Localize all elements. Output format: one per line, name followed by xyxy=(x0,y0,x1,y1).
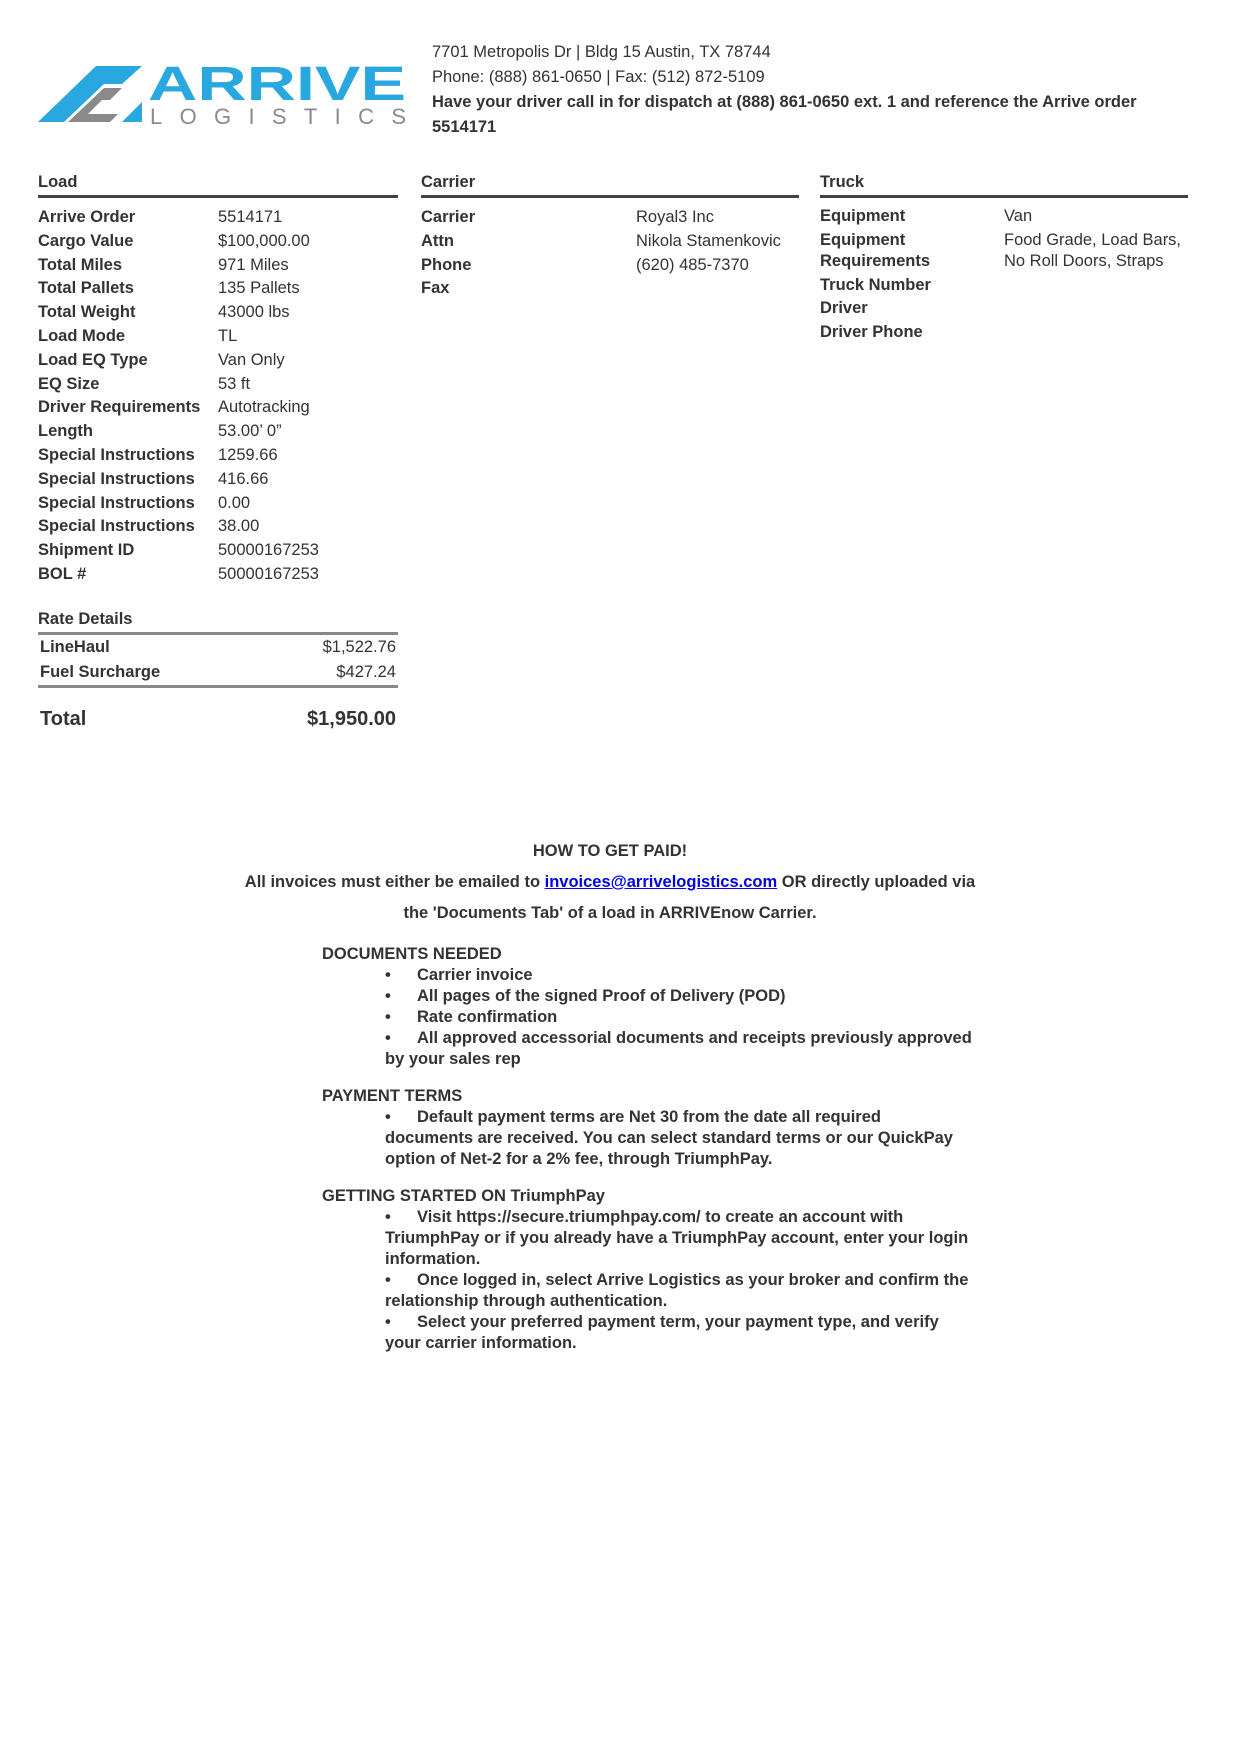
paid-title: HOW TO GET PAID! xyxy=(532,842,688,860)
field-value: Van xyxy=(1004,207,1033,225)
field-value: 38.00 xyxy=(218,517,260,536)
carrier-rows-row xyxy=(421,206,799,230)
field-value: Autotracking xyxy=(218,398,310,417)
carrier-rows-row xyxy=(421,254,799,278)
rate-rows-row xyxy=(38,660,398,685)
field-label: Equipment xyxy=(820,207,906,225)
how-to-get-paid xyxy=(240,836,980,929)
carrier-rows-row xyxy=(421,230,799,254)
load-rows-row xyxy=(38,468,398,492)
paid-line2: the 'Documents Tab' of a load in ARRIVEnow Carrier. xyxy=(403,904,817,922)
field-label: Cargo Value xyxy=(38,231,134,250)
rate-rows-row xyxy=(38,635,398,660)
list-item xyxy=(385,1312,972,1354)
rate-title: Rate Details xyxy=(38,610,398,635)
field-value: 971 Miles xyxy=(218,255,289,274)
load-rows-row xyxy=(38,301,398,325)
field-label: Special Instructions xyxy=(38,517,195,536)
field-value: 5514171 xyxy=(218,208,283,226)
logo-text: ARRIVE xyxy=(148,64,406,111)
field-label: Driver Phone xyxy=(820,323,923,342)
payment-list xyxy=(322,1107,972,1170)
documents-list xyxy=(322,965,972,1070)
field-label: Load Mode xyxy=(38,326,126,345)
list-item xyxy=(385,1107,972,1170)
field-value xyxy=(1004,322,1188,343)
field-label: Total Weight xyxy=(38,303,136,322)
dispatch-note: Have your driver call in for dispatch at (888) 861-0650 ext. 1 and reference the Arrive order 5514171 xyxy=(432,93,1137,136)
header-info xyxy=(432,40,1172,140)
field-label: Fax xyxy=(421,279,450,298)
field-label: LineHaul xyxy=(40,638,110,656)
field-label: Length xyxy=(38,422,93,441)
field-label: EQ Size xyxy=(38,374,100,393)
invoices-email-link[interactable]: invoices@arrivelogistics.com xyxy=(544,873,778,891)
field-label: Driver Requirements xyxy=(38,398,201,417)
field-label: Total Pallets xyxy=(38,279,134,298)
load-rows-row xyxy=(38,515,398,539)
logo-subtext: LOGISTICS xyxy=(150,104,406,129)
list-item xyxy=(385,1207,972,1270)
total-label: Total xyxy=(40,708,87,730)
load-rows-row xyxy=(38,420,398,444)
field-value: Van Only xyxy=(218,350,285,369)
truck-section xyxy=(820,173,1188,346)
field-label: Special Instructions xyxy=(38,493,195,512)
load-rows-row xyxy=(38,349,398,373)
truck-rows-row xyxy=(820,298,1188,319)
load-rows-row xyxy=(38,277,398,301)
field-value: 135 Pallets xyxy=(218,279,300,298)
payment-head: PAYMENT TERMS xyxy=(322,1087,463,1105)
field-value: 53 ft xyxy=(218,374,251,393)
field-label: Load EQ Type xyxy=(38,350,148,369)
field-label: Equipment Requirements xyxy=(820,230,931,270)
arrive-logistics-logo xyxy=(38,64,408,136)
field-label: Attn xyxy=(421,231,454,250)
field-value: 50000167253 xyxy=(218,541,319,560)
company-address: 7701 Metropolis Dr | Bldg 15 Austin, TX 78744 xyxy=(432,43,771,61)
field-label: BOL # xyxy=(38,564,87,583)
documents-head: DOCUMENTS NEEDED xyxy=(322,945,502,963)
field-label: Arrive Order xyxy=(38,208,136,226)
field-label: Fuel Surcharge xyxy=(40,662,161,681)
triumph-list xyxy=(322,1207,972,1354)
paid-line1-pre: All invoices must either be emailed to xyxy=(244,873,545,891)
field-value xyxy=(1004,298,1188,319)
list-item xyxy=(385,1028,972,1070)
field-value: $427.24 xyxy=(336,662,396,681)
documents-needed xyxy=(322,944,972,1070)
list-item-text: All approved accessorial documents and receipts previously approved by your sales rep xyxy=(385,1029,972,1068)
load-rows-row xyxy=(38,206,398,230)
field-label: Total Miles xyxy=(38,255,123,274)
list-item-text: Select your preferred payment term, your payment type, and verify your carrier information. xyxy=(385,1313,939,1352)
load-rows-row xyxy=(38,492,398,516)
total-row xyxy=(38,708,398,731)
field-label: Carrier xyxy=(421,208,476,226)
load-rows-row xyxy=(38,444,398,468)
truck-rows-row xyxy=(820,322,1188,343)
field-label: Phone xyxy=(421,255,472,274)
list-item-text: Visit https://secure.triumphpay.com/ to create an account with TriumphPay or if you already have a TriumphPay account, enter your login information. xyxy=(385,1208,969,1268)
triumphpay-start xyxy=(322,1186,972,1354)
field-value: TL xyxy=(218,326,238,345)
field-value: 1259.66 xyxy=(218,445,278,464)
load-section xyxy=(38,173,398,587)
load-rows-row xyxy=(38,254,398,278)
field-value: 50000167253 xyxy=(218,564,319,583)
field-value: (620) 485-7370 xyxy=(636,255,749,274)
bullet-icon: • xyxy=(385,966,391,984)
field-value: 43000 lbs xyxy=(218,303,290,322)
list-item-text: Default payment terms are Net 30 from the date all required documents are received. You can select standard terms or our QuickPay option of Net-2 for a 2% fee, through TriumphPay. xyxy=(385,1108,953,1168)
company-phone-fax: Phone: (888) 861-0650 | Fax: (512) 872-5109 xyxy=(432,68,765,86)
list-item xyxy=(385,1270,972,1312)
list-item-text: Carrier invoice xyxy=(417,966,533,984)
list-item-text: All pages of the signed Proof of Delivery (POD) xyxy=(417,987,786,1005)
load-rows-row xyxy=(38,373,398,397)
load-rows-row xyxy=(38,230,398,254)
list-item-text: Once logged in, select Arrive Logistics as your broker and confirm the relationship through authentication. xyxy=(385,1271,969,1310)
field-label: Special Instructions xyxy=(38,445,195,464)
field-value: $1,522.76 xyxy=(322,638,396,656)
paid-line1-post: OR directly uploaded via xyxy=(777,873,976,891)
field-value: Nikola Stamenkovic xyxy=(636,231,781,250)
carrier-title: Carrier xyxy=(421,173,799,198)
triumph-head: GETTING STARTED ON TriumphPay xyxy=(322,1187,605,1205)
field-label: Special Instructions xyxy=(38,469,195,488)
field-value xyxy=(1004,275,1188,296)
logo-mark-blue-2 xyxy=(122,102,142,122)
field-value: Royal3 Inc xyxy=(636,208,714,226)
load-rows-row xyxy=(38,325,398,349)
carrier-rows-row xyxy=(421,277,799,301)
field-value: Food Grade, Load Bars, No Roll Doors, Straps xyxy=(1004,230,1182,270)
list-item xyxy=(385,965,972,986)
total-value: $1,950.00 xyxy=(307,708,396,730)
field-value: 53.00’ 0” xyxy=(218,422,282,441)
truck-title: Truck xyxy=(820,173,1188,198)
load-rows-row xyxy=(38,539,398,563)
logo-mark xyxy=(38,66,142,122)
load-title: Load xyxy=(38,173,398,198)
field-label: Shipment ID xyxy=(38,541,135,560)
bullet-icon: • xyxy=(385,1313,391,1331)
truck-rows-row xyxy=(820,206,1188,227)
paid-line1 xyxy=(240,867,980,898)
load-rows-row xyxy=(38,396,398,420)
rate-details xyxy=(38,610,398,731)
carrier-section xyxy=(421,173,799,301)
payment-terms xyxy=(322,1086,972,1170)
instructions xyxy=(322,944,972,1370)
field-value: $100,000.00 xyxy=(218,231,310,250)
truck-rows-row xyxy=(820,230,1188,272)
field-label: Driver xyxy=(820,299,868,318)
truck-rows-row xyxy=(820,275,1188,296)
bullet-icon: • xyxy=(385,1271,391,1289)
bullet-icon: • xyxy=(385,1108,391,1126)
bullet-icon: • xyxy=(385,1208,391,1226)
field-label: Truck Number xyxy=(820,275,931,294)
list-item xyxy=(385,986,972,1007)
bullet-icon: • xyxy=(385,1029,391,1047)
list-item xyxy=(385,1007,972,1028)
bullet-icon: • xyxy=(385,1008,391,1026)
list-item-text: Rate confirmation xyxy=(417,1008,558,1026)
load-rows-row xyxy=(38,563,398,587)
field-value: 0.00 xyxy=(218,493,251,512)
bullet-icon: • xyxy=(385,987,391,1005)
field-value: 416.66 xyxy=(218,469,269,488)
